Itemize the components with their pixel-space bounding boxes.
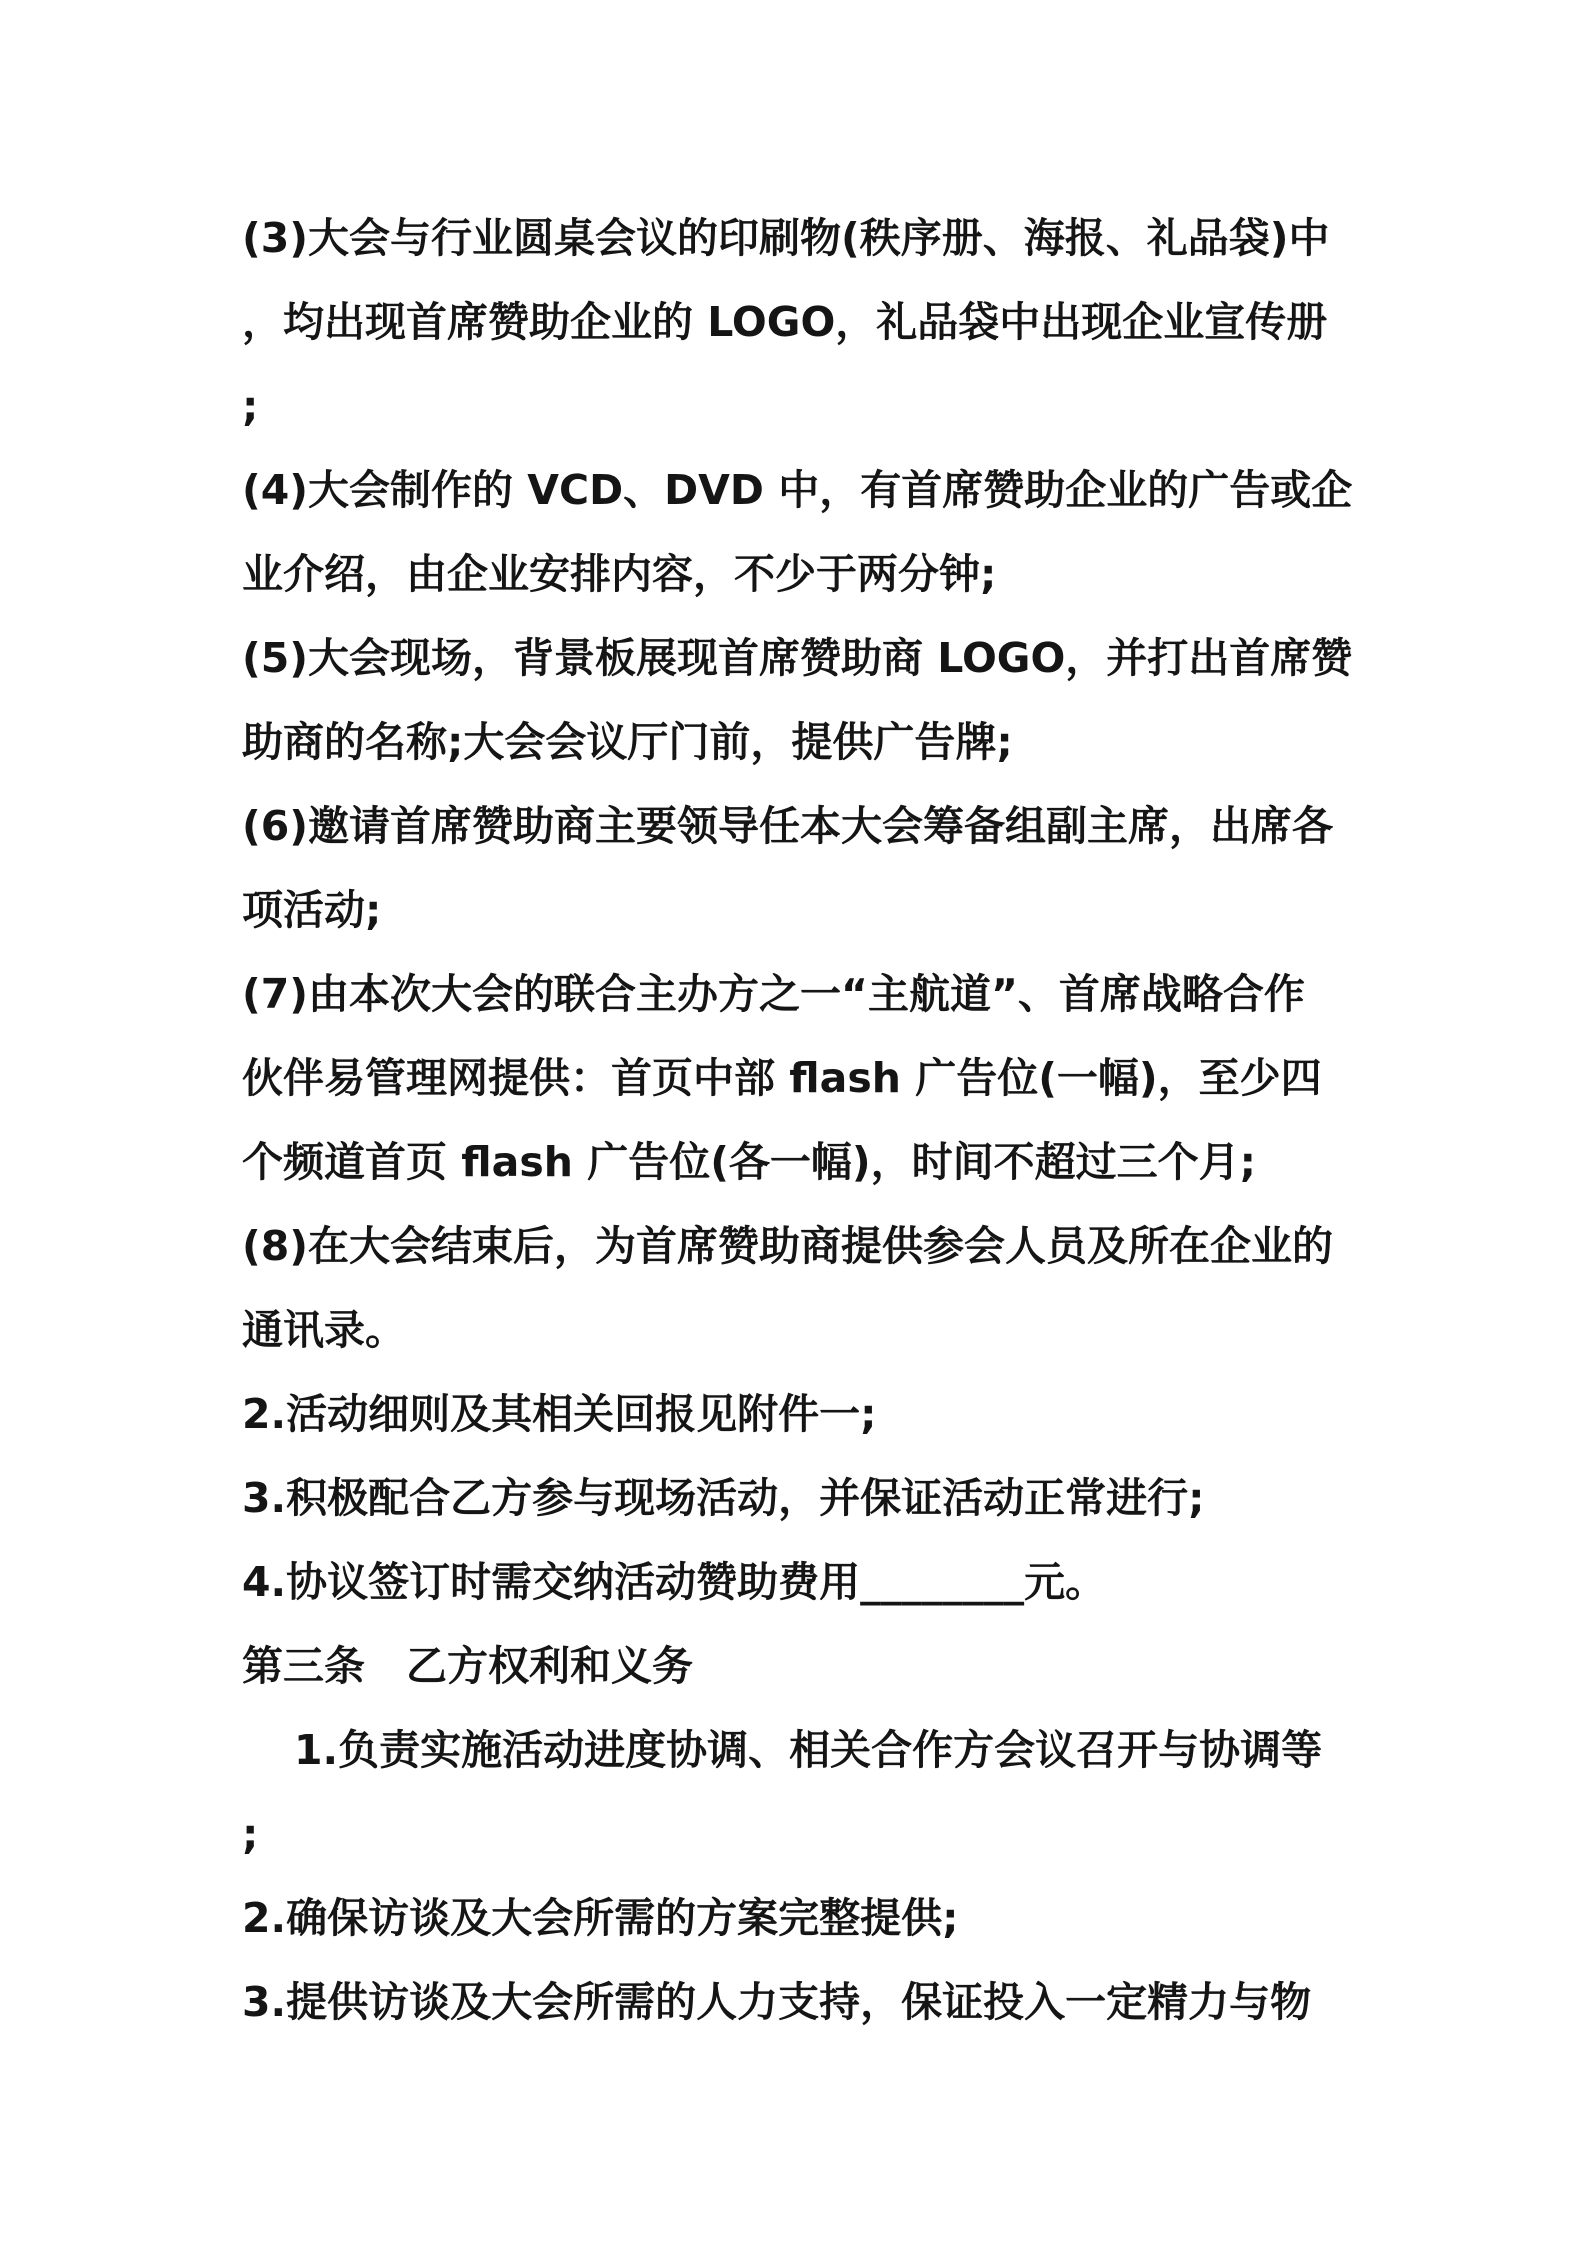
section-heading: 第三条 乙方权利和义务 — [242, 1642, 693, 1690]
text-line: 2.确保访谈及大会所需的方案完整提供; — [242, 1894, 959, 1942]
text-line: (6)邀请首席赞助商主要领导任本大会筹备组副主席，出席各 — [242, 802, 1334, 850]
text-line: 助商的名称;大会会议厅门前，提供广告牌; — [242, 718, 1013, 766]
text-line: 4.协议签订时需交纳活动赞助费用________元。 — [242, 1558, 1107, 1606]
text-line: 2.活动细则及其相关回报见附件一; — [242, 1390, 877, 1438]
text-line: (8)在大会结束后，为首席赞助商提供参会人员及所在企业的 — [242, 1222, 1334, 1270]
text-line: ，均出现首席赞助企业的 LOGO，礼品袋中出现企业宣传册 — [242, 298, 1328, 346]
text-line: (7)由本次大会的联合主办方之一“主航道”、首席战略合作 — [242, 970, 1305, 1018]
text-line: 项活动; — [242, 886, 382, 934]
text-line: ; — [242, 382, 259, 430]
text-line: 通讯录。 — [242, 1306, 406, 1354]
text-line: (5)大会现场，背景板展现首席赞助商 LOGO，并打出首席赞 — [242, 634, 1353, 682]
text-line: (4)大会制作的 VCD、DVD 中，有首席赞助企业的广告或企 — [242, 466, 1353, 514]
text-line: 3.提供访谈及大会所需的人力支持，保证投入一定精力与物 — [242, 1978, 1312, 2026]
text-line: 伙伴易管理网提供：首页中部 flash 广告位(一幅)，至少四 — [242, 1054, 1322, 1102]
document-body — [242, 196, 1362, 2044]
text-line: ; — [242, 1810, 259, 1858]
text-line: 1.负责实施活动进度协调、相关合作方会议召开与协调等 — [294, 1726, 1323, 1774]
text-line: 业介绍，由企业安排内容，不少于两分钟; — [242, 550, 997, 598]
text-line: 3.积极配合乙方参与现场活动，并保证活动正常进行; — [242, 1474, 1205, 1522]
text-line: (3)大会与行业圆桌会议的印刷物(秩序册、海报、礼品袋)中 — [242, 214, 1330, 262]
text-line: 个频道首页 flash 广告位(各一幅)，时间不超过三个月; — [242, 1138, 1257, 1186]
